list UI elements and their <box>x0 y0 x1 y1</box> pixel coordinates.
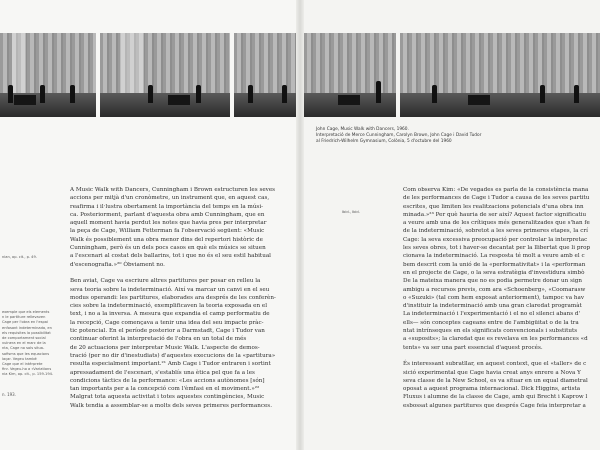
performance-photo-2 <box>100 33 230 117</box>
book-gutter <box>296 0 304 450</box>
performance-photo-1 <box>0 33 96 117</box>
left-paragraph-2: Ben aviat, Cage va escriure altres partitures per posar en relleu la seva teoria sobre la indeterminació. Així va marcar un canvi en el seu modus operandi: les partitures, elaborades ara després de les conferèn- cies sobre la indeterminació, exemplificaven la teoria exposada en el text, i no a la inversa. A mesura que expandia el camp performatiu de la recepció, Cage començava a tenir una idea del seu impacte pràc- tic potencial. En el període posterior a Darmstadt, Cage i Tudor van continuar oferint la interpretació de l'obra en un total de més de 20 actuacions per interpretar Music Walk. L'aspecte de demos- tració (per no dir d'inestudiats) d'aquestes execucions de la «partitura» resulta especialment important.²¹ Amb Cage i Tudor entraren i sortint apressadament de l'escenari, s'establís una ètica pel que fa a les condicions tàctics de la performance: «Les accions autònomes [són] tan importants per a la concepció com l'èmfasi en el moviment.»²² Malgrat tota aquesta activitat i totes aquestes contingències, Music Walk tendia a assemblar-se a molts dels seves primeres performances. <box>70 278 276 409</box>
performance-photo-4 <box>304 33 396 117</box>
performance-photo-5 <box>400 33 600 117</box>
left-body-text <box>70 186 288 450</box>
left-paragraph-1: A Music Walk with Dancers, Cunningham i Brown estructuren les seves accions per mitjà d'un cronòmetre, un instrument que, en aquest cas, reafirma i il·lustra obertament la importància del temps en la músi- ca. Posteriorment, parlant d'aquesta obra amb Cunningham, que en aquell moment havia perdut les notes que havia pres per interpretar la peça de Cage, William Fetterman fa l'observació següent: «Music Walk és possiblement una obra menor dins del repertori històric de Cunningham, però és un dels pocs casos en què els músics se situen a l'escenari al costat dels ballarins, tot i que no és el seu estil habitual d'escenografia.»²⁰ Òbviament no. <box>70 187 276 268</box>
right-side-note: Ibid., Ibid. <box>342 210 360 214</box>
photo-caption: John Cage, Music Walk with Dancers, 1960. Interpretació de Merce Cunningham, Carolyn Brown, John Cage i David Tudor al Friedrich-Wilhelm Gymnasium, Colònia, 5 d'octubre del 1960 <box>316 127 482 145</box>
left-side-notes: exemple que els elements n le partiture rellevaven Cage per l'obra en l'espai enfosant indeterminada, en els requisites la possibilitat de comportament social vulnera en el marc de la nta, Cage no sols situa- sofisms que les equacions laçar. Vegeu també Cage que el intérprete finr. Vegeu-ho a «Variations nia Kim, op. cit., p. 159-194. <box>2 310 54 377</box>
performance-photo-3 <box>234 33 296 117</box>
right-paragraph-1: Com observa Kim: «De vegades es parla de la consistència mana de les performances de Cage i Tudor a causa de les seves partitu escrites, que limiten les realitzacions potencials d'una obra inn minada.»²³ Per què hauria de ser així? Aquest factor significatiu a veure amb una de les crítiques més generalitzades que s'han fe de la indeterminació, sobretot a les seves primeres etapes, la crí Cage: la seva excessiva preocupació per controlar la interpretac les seves obres, tot i haver-se decantat per la llibertat que li prop cionava la indeterminació. La resposta té molt a veure amb el c bem descrit com la unió de la «performativitat» i la «performan en el projecte de Cage, o la seva estratègia d'investidura simbò De la mateixa manera que no es podia permetre donar un sign ambigu a recursos previs, com ara «Schoenberg», «Coomarasw o «Suzuki» (tal com hem exposat anteriorment), tampoc va hav d'instituir la indeterminació amb una gran claredat programàt La indeterminació i l'experimentació i el no el silenci abans d' ells— són conceptes cageans entre de l'ambigüitat o de la tra ntat intrínseques en els significats convencionals i substituts a «suposits»; la claredat que es revelava en les performances «d tents» va ser una part essencial d'aquest procés. <box>403 187 591 351</box>
left-folio: n. 193. <box>2 392 16 397</box>
right-paragraph-2: És interessant subratllar, en aquest context, que el «taller» de c sició experimental que Cage havia creat anys enrere a Nova Y seva classe de la New School, es va situar en un equal diametral oposat a aquest programa internacional. Dick Higgins, artista Fluxus i alumne de la classe de Cage, amb qui Brecht i Kaprow l esbossat algunes partitures que després Cage feia interpretar a <box>403 361 588 409</box>
left-side-note-1: nian, op. cit., p. 49. <box>2 255 37 259</box>
right-body-text <box>403 186 600 450</box>
